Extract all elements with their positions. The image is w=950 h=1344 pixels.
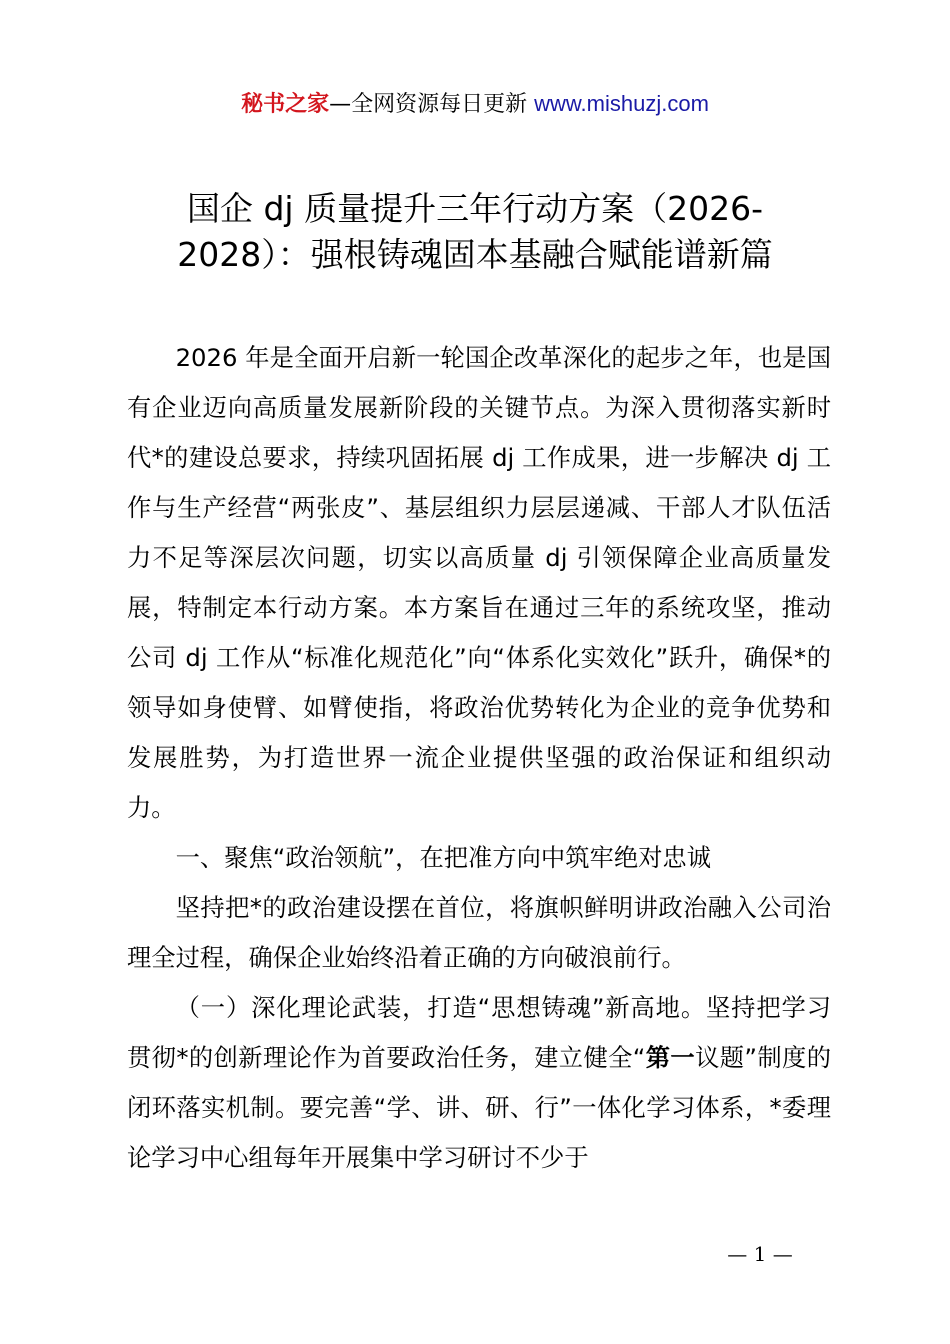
title-line-2: 2028）：强根铸魂固本基融合赋能谱新篇 [177,235,773,274]
brand-name: 秘书之家 [241,92,330,117]
page-number: — 1 — [727,1242,793,1266]
subsection-1-text-a: （一）深化理论武装，打造“思想铸魂”新高地。坚持把学习贯彻*的创新理论作为首要政治任务，建立健全“ [127,993,831,1072]
site-url-link[interactable]: www.mishuzj.com [534,91,709,116]
document-title [120,186,830,278]
subsection-1-text-b: 议题”制度的闭环落实机制。要完善“学、讲、研、行”一体化学习体系，*委理论学习中心组每年开展集中学习研讨不少于 [127,1043,832,1172]
section-1-paragraph: 坚持把*的政治建设摆在首位，将旗帜鲜明讲政治融入公司治理全过程，确保企业始终沿着正确的方向破浪前行。 [127,893,831,972]
subsection-1-paragraph [127,983,831,1183]
title-line-1: 国企 dj 质量提升三年行动方案（2026- [187,189,763,228]
subsection-1-bold-text: 第一 [645,1043,696,1072]
intro-paragraph: 2026 年是全面开启新一轮国企改革深化的起步之年，也是国有企业迈向高质量发展新阶段的关键节点。为深入贯彻落实新时代*的建设总要求，持续巩固拓展 dj 工作成果，进一步解决 dj 工作与生产经营“两张皮”、基层组织力层层递减、干部人才队伍活力不足等深层次问题，切实以高质量 dj 引领保障企业高质量发展，特制定本行动方案。本方案旨在通过三年的系统攻坚，推动公司 dj 工作从“标准化规范化”向“体系化实效化”跃升，确保*的领导如身使臂、如臂使指，将政治优势转化为企业的竞争优势和发展胜势，为打造世界一流企业提供坚强的政治保证和组织动力。 [127,343,831,822]
document-body [127,333,831,1183]
banner-slogan: —全网资源每日更新 [329,92,535,117]
site-banner [0,88,950,121]
section-heading-1: 一、聚焦“政治领航”，在把准方向中筑牢绝对忠诚 [175,843,712,872]
